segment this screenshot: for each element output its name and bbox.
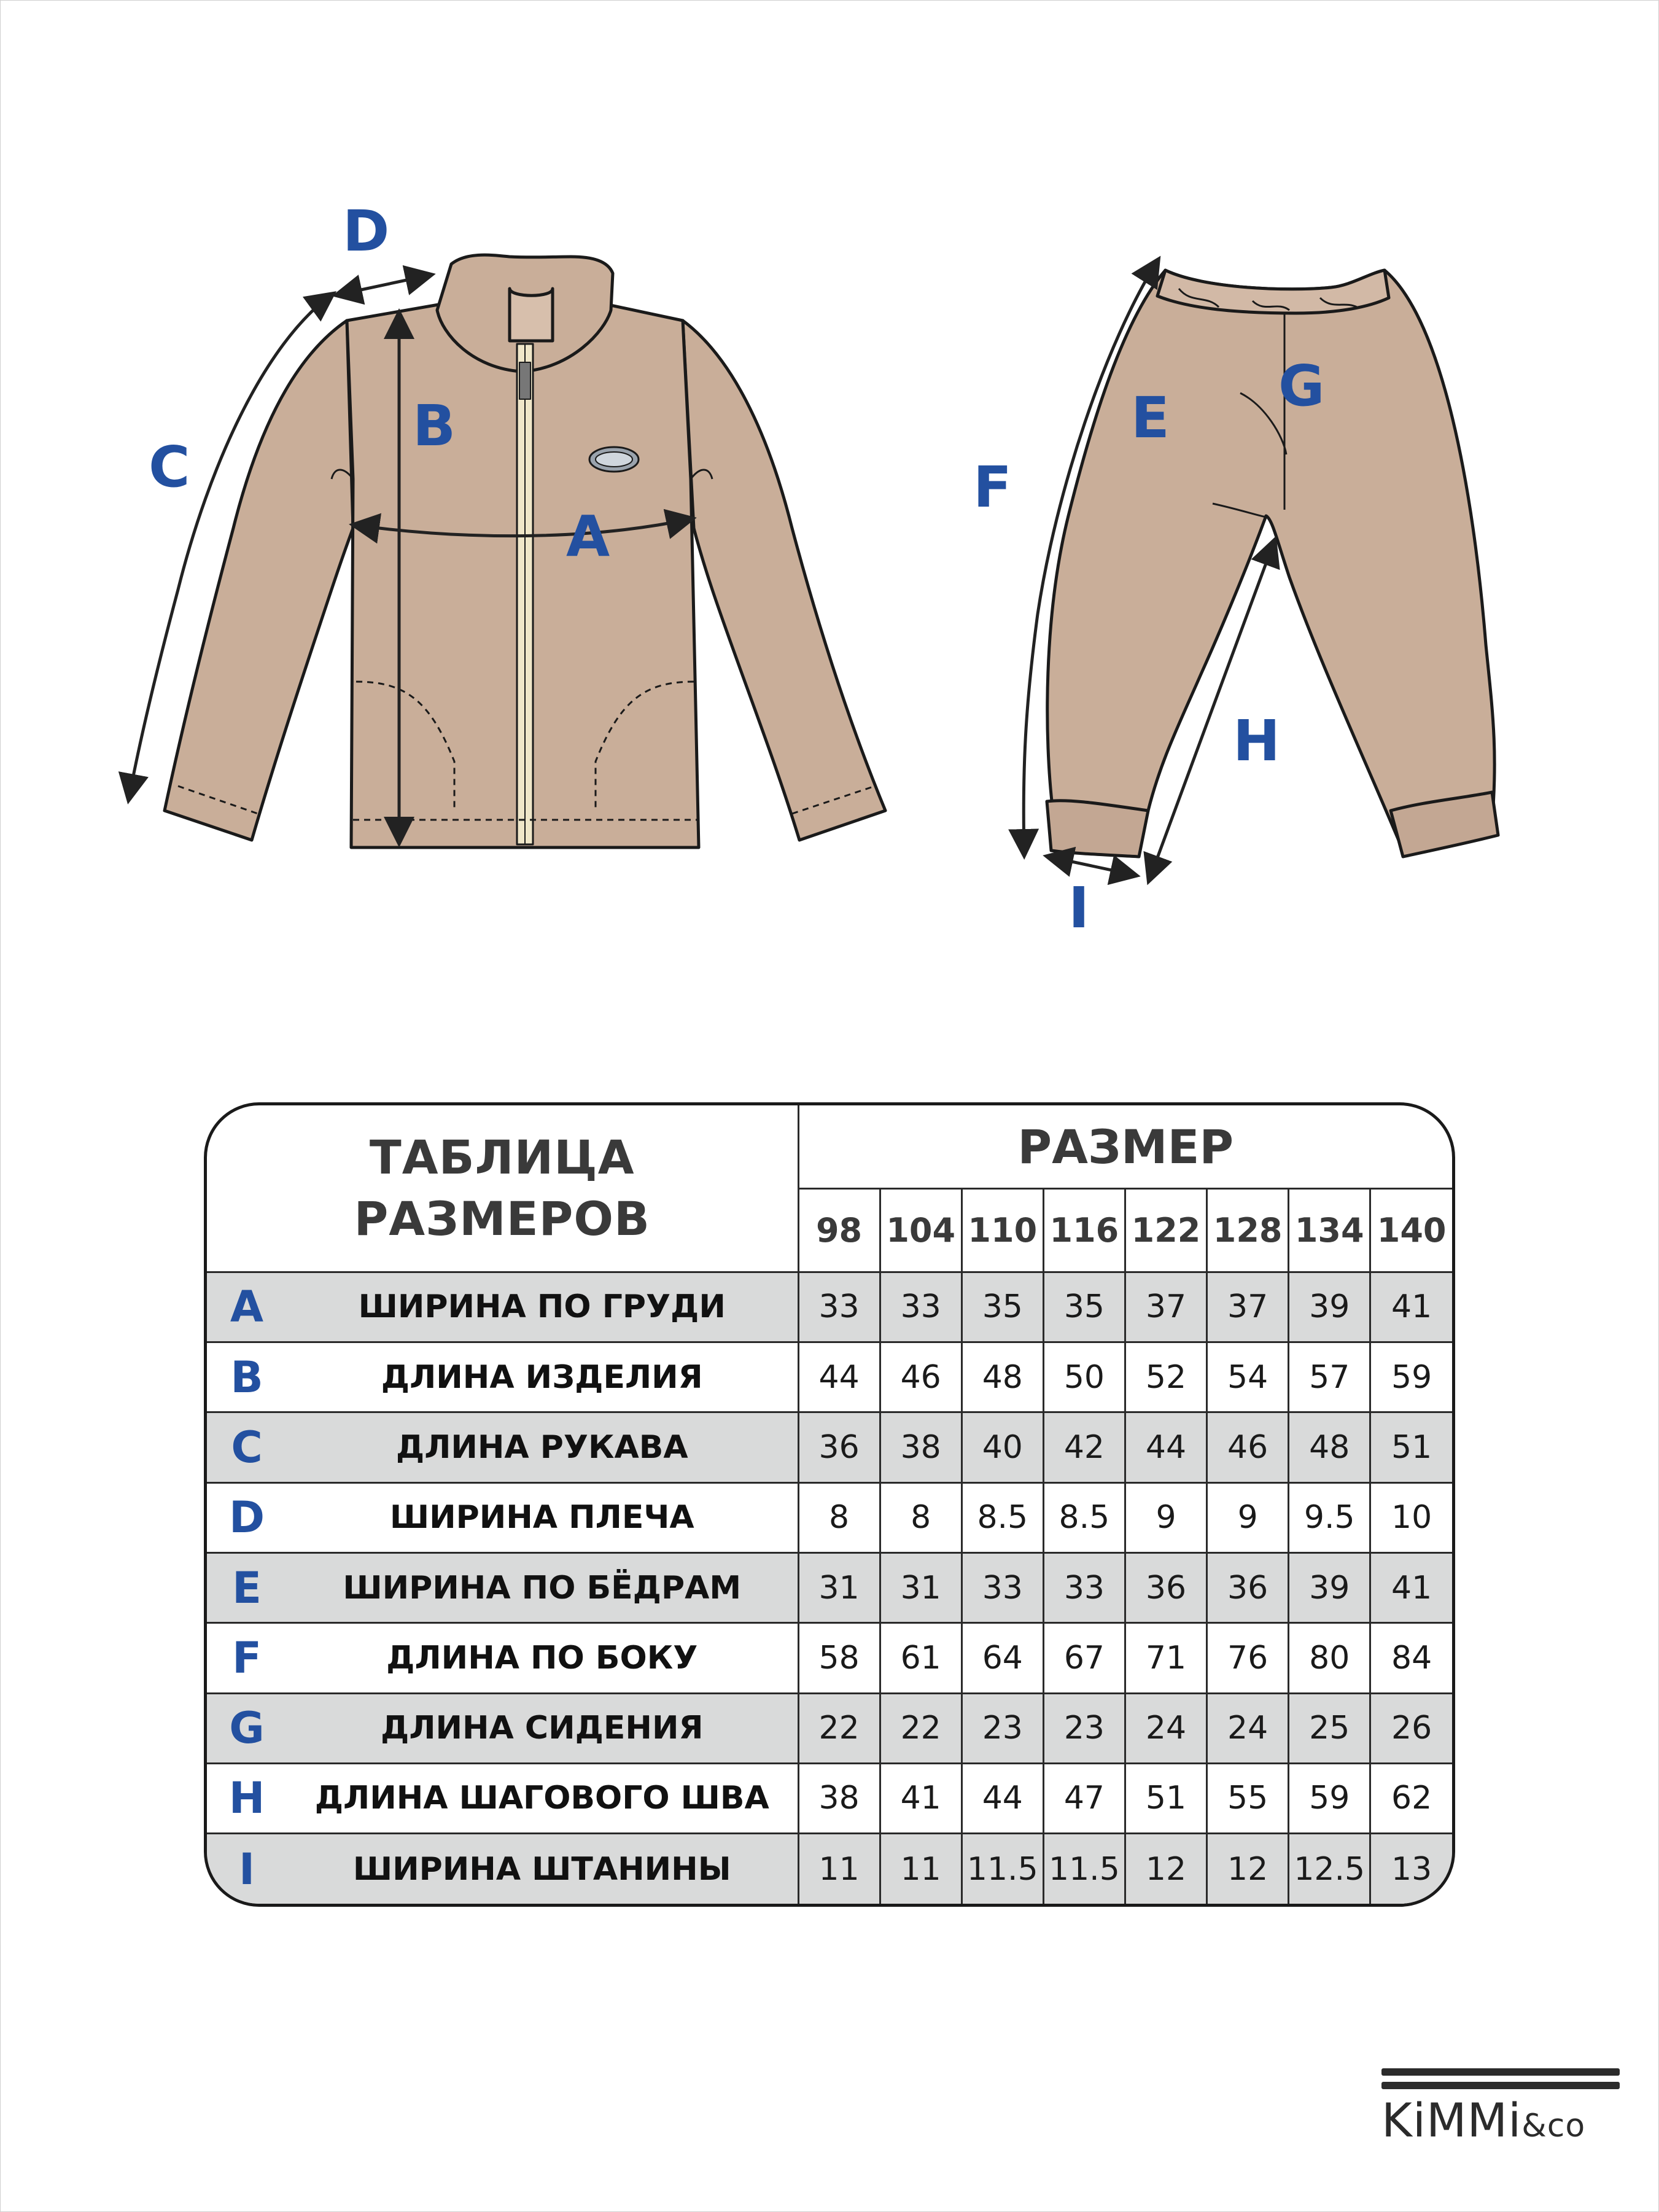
size-col-header: 140 [1370, 1189, 1452, 1272]
table-cell: 84 [1370, 1623, 1452, 1693]
table-cell: 48 [1289, 1412, 1370, 1482]
garment-diagram [0, 0, 1659, 1013]
table-cell: 47 [1043, 1763, 1125, 1833]
label-e: E [1131, 385, 1170, 451]
row-letter: G [207, 1693, 287, 1763]
size-col-header: 122 [1125, 1189, 1206, 1272]
label-i: I [1068, 875, 1090, 941]
table-cell: 33 [880, 1272, 962, 1342]
jacket-drawing [165, 255, 885, 847]
table-cell: 42 [1043, 1412, 1125, 1482]
table-row [207, 1272, 1452, 1342]
table-cell: 67 [1043, 1623, 1125, 1693]
row-label: ШИРИНА ПО БЁДРАМ [287, 1552, 798, 1622]
table-cell: 39 [1289, 1552, 1370, 1622]
row-label: ДЛИНА СИДЕНИЯ [287, 1693, 798, 1763]
table-cell: 58 [798, 1623, 880, 1693]
label-b: B [413, 393, 456, 459]
table-cell: 25 [1289, 1693, 1370, 1763]
brand-name [1381, 2093, 1621, 2154]
row-label: ДЛИНА ПО БОКУ [287, 1623, 798, 1693]
row-letter: E [207, 1552, 287, 1622]
table-cell: 50 [1043, 1342, 1125, 1412]
table-cell: 12.5 [1289, 1834, 1370, 1904]
brand-bar [1381, 2082, 1620, 2089]
table-cell: 8 [880, 1482, 962, 1552]
table-cell: 9 [1207, 1482, 1289, 1552]
table-cell: 23 [962, 1693, 1043, 1763]
table-cell: 24 [1207, 1693, 1289, 1763]
table-cell: 23 [1043, 1693, 1125, 1763]
table-cell: 33 [1043, 1552, 1125, 1622]
table-cell: 12 [1125, 1834, 1206, 1904]
table-cell: 33 [798, 1272, 880, 1342]
row-label: ШИРИНА ПЛЕЧА [287, 1482, 798, 1552]
row-label: ШИРИНА ШТАНИНЫ [287, 1834, 798, 1904]
size-table [204, 1102, 1455, 1907]
size-col-header: 98 [798, 1189, 880, 1272]
table-cell: 36 [1125, 1552, 1206, 1622]
row-label: ШИРИНА ПО ГРУДИ [287, 1272, 798, 1342]
table-cell: 38 [798, 1763, 880, 1833]
table-cell: 46 [880, 1342, 962, 1412]
table-cell: 62 [1370, 1763, 1452, 1833]
table-body [207, 1272, 1452, 1904]
table-cell: 13 [1370, 1834, 1452, 1904]
brand-main: KiMMi [1381, 2093, 1522, 2148]
table-cell: 8 [798, 1482, 880, 1552]
table-row [207, 1763, 1452, 1833]
table-cell: 41 [1370, 1272, 1452, 1342]
table-cell: 11.5 [962, 1834, 1043, 1904]
table-cell: 59 [1370, 1342, 1452, 1412]
label-a: A [566, 504, 610, 569]
table-title [207, 1105, 798, 1272]
table-cell: 8.5 [962, 1482, 1043, 1552]
label-d: D [343, 198, 390, 264]
brand-bar [1381, 2068, 1620, 2076]
table-cell: 71 [1125, 1623, 1206, 1693]
table-cell: 36 [798, 1412, 880, 1482]
size-col-header: 116 [1043, 1189, 1125, 1272]
table-cell: 55 [1207, 1763, 1289, 1833]
table-cell: 8.5 [1043, 1482, 1125, 1552]
brand-bars [1381, 2068, 1621, 2093]
table-cell: 11.5 [1043, 1834, 1125, 1904]
table-cell: 9.5 [1289, 1482, 1370, 1552]
table-cell: 11 [880, 1834, 962, 1904]
row-letter: D [207, 1482, 287, 1552]
table-cell: 44 [798, 1342, 880, 1412]
table-cell: 41 [880, 1763, 962, 1833]
table-cell: 51 [1125, 1763, 1206, 1833]
table-cell: 36 [1207, 1552, 1289, 1622]
table-cell: 35 [962, 1272, 1043, 1342]
table-cell: 11 [798, 1834, 880, 1904]
row-letter: A [207, 1272, 287, 1342]
table-title-line1: ТАБЛИЦА [369, 1129, 635, 1185]
table-cell: 80 [1289, 1623, 1370, 1693]
table-cell: 59 [1289, 1763, 1370, 1833]
table-cell: 52 [1125, 1342, 1206, 1412]
table-cell: 64 [962, 1623, 1043, 1693]
table-row [207, 1482, 1452, 1552]
table-cell: 10 [1370, 1482, 1452, 1552]
table-cell: 61 [880, 1623, 962, 1693]
table-cell: 57 [1289, 1342, 1370, 1412]
brand-logo [1381, 2068, 1621, 2154]
table-cell: 48 [962, 1342, 1043, 1412]
table-row [207, 1342, 1452, 1412]
table-row [207, 1412, 1452, 1482]
row-letter: B [207, 1342, 287, 1412]
table-cell: 51 [1370, 1412, 1452, 1482]
table-cell: 37 [1207, 1272, 1289, 1342]
row-letter: I [207, 1834, 287, 1904]
table-cell: 12 [1207, 1834, 1289, 1904]
row-label: ДЛИНА РУКАВА [287, 1412, 798, 1482]
table-title-line2: РАЗМЕРОВ [354, 1191, 650, 1246]
table-cell: 31 [880, 1552, 962, 1622]
table-cell: 39 [1289, 1272, 1370, 1342]
table-cell: 44 [962, 1763, 1043, 1833]
table-row [207, 1552, 1452, 1622]
table-cell: 76 [1207, 1623, 1289, 1693]
table-cell: 38 [880, 1412, 962, 1482]
table-cell: 54 [1207, 1342, 1289, 1412]
label-g: G [1278, 353, 1325, 419]
label-f: F [973, 454, 1012, 520]
table-cell: 26 [1370, 1693, 1452, 1763]
table-cell: 22 [798, 1693, 880, 1763]
table-row [207, 1623, 1452, 1693]
row-letter: C [207, 1412, 287, 1482]
table-cell: 22 [880, 1693, 962, 1763]
table-cell: 40 [962, 1412, 1043, 1482]
table-row [207, 1834, 1452, 1904]
row-letter: H [207, 1763, 287, 1833]
table-cell: 24 [1125, 1693, 1206, 1763]
size-col-header: 110 [962, 1189, 1043, 1272]
table-cell: 35 [1043, 1272, 1125, 1342]
table-cell: 33 [962, 1552, 1043, 1622]
table-cell: 9 [1125, 1482, 1206, 1552]
row-label: ДЛИНА ШАГОВОГО ШВА [287, 1763, 798, 1833]
label-h: H [1233, 708, 1280, 774]
size-col-header: 128 [1207, 1189, 1289, 1272]
table-cell: 41 [1370, 1552, 1452, 1622]
table-cell: 37 [1125, 1272, 1206, 1342]
size-header: РАЗМЕР [798, 1105, 1452, 1189]
row-letter: F [207, 1623, 287, 1693]
table-row [207, 1693, 1452, 1763]
label-c: C [149, 434, 190, 500]
table-cell: 44 [1125, 1412, 1206, 1482]
table-cell: 46 [1207, 1412, 1289, 1482]
row-label: ДЛИНА ИЗДЕЛИЯ [287, 1342, 798, 1412]
size-col-header: 104 [880, 1189, 962, 1272]
size-col-header: 134 [1289, 1189, 1370, 1272]
brand-suffix: &co [1521, 2108, 1586, 2144]
table-cell: 31 [798, 1552, 880, 1622]
